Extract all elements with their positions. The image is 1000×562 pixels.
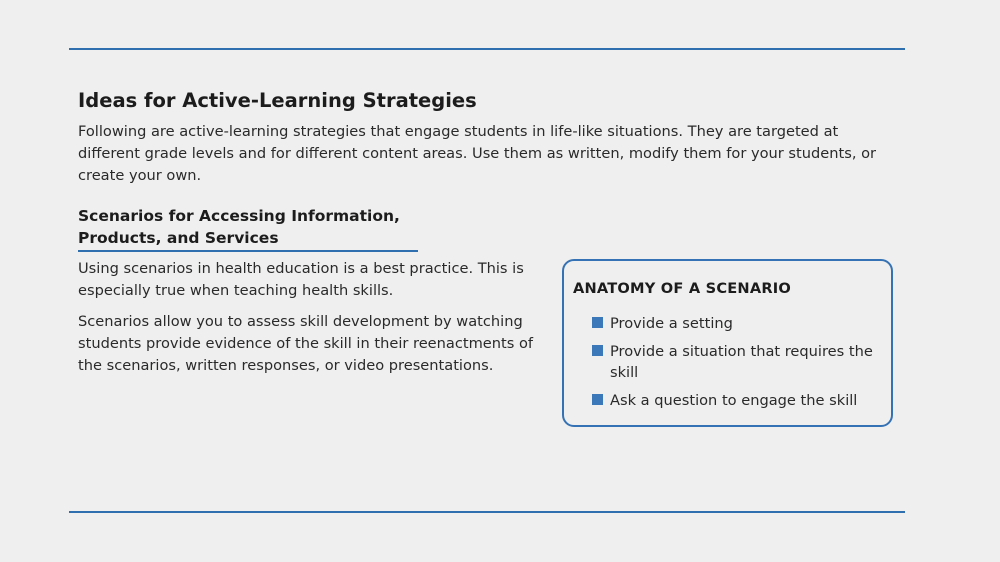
list-item xyxy=(592,390,882,411)
section-paragraph-1: Using scenarios in health education is a best practice. This is especially true when teaching health skills. xyxy=(78,260,524,299)
intro-paragraph: Following are active-learning strategies that engage students in life-like situations. They are targeted at different grade levels and for different content areas. Use them as written, modify them for your students, or create your own. xyxy=(78,123,877,184)
list-item xyxy=(592,341,882,383)
page-title: Ideas for Active-Learning Strategies xyxy=(78,89,477,112)
list-item-label: Provide a setting xyxy=(610,315,733,332)
callout-title: ANATOMY OF A SCENARIO xyxy=(573,280,792,297)
square-bullet-icon xyxy=(592,345,603,356)
list-item-label: Ask a question to engage the skill xyxy=(610,392,858,409)
anatomy-callout-box xyxy=(562,259,893,427)
list-item xyxy=(592,313,882,334)
bottom-divider xyxy=(69,511,905,513)
square-bullet-icon xyxy=(592,394,603,405)
square-bullet-icon xyxy=(592,317,603,328)
top-divider xyxy=(69,48,905,50)
callout-list xyxy=(592,313,882,418)
section-heading: Scenarios for Accessing Information, Products, and Services xyxy=(78,205,418,252)
section-paragraph-2: Scenarios allow you to assess skill development by watching students provide evidence of the skill in their reenactments of the scenarios, written responses, or video presentations. xyxy=(78,313,534,374)
list-item-label: Provide a situation that requires the skill xyxy=(610,343,873,381)
